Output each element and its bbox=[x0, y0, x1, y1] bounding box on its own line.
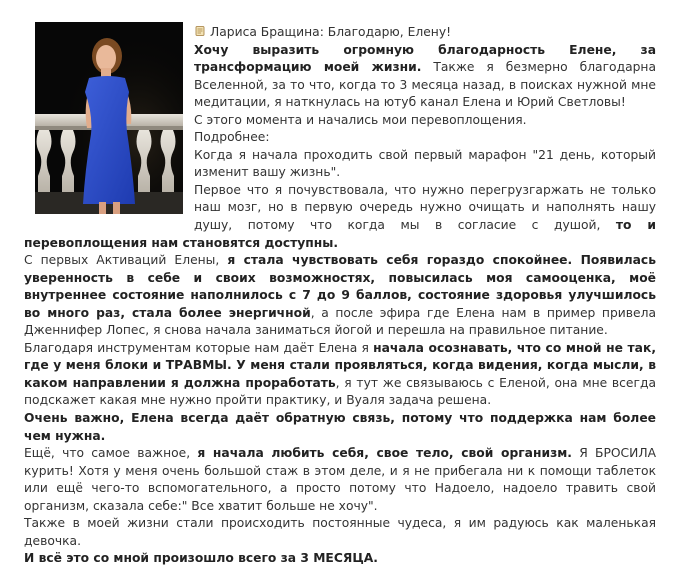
paragraph-10: Также в моей жизни стали происходить постоянные чудеса, я им радуюсь как маленькая девочка. bbox=[24, 516, 656, 548]
paragraph-6 bbox=[24, 252, 656, 340]
paragraph-11 bbox=[24, 550, 656, 568]
p1-text: Также я безмерно благодарна Вселенной, за то что, когда то 3 месяца назад, в поисках нужной мне медитации, я наткнулась на ютуб канал Елена и Юрий Светловы! bbox=[194, 60, 656, 110]
p6-text-1: С первых Активаций Елены, bbox=[24, 253, 228, 268]
p6-text-2: , а после эфира где Елена нам в пример привела Дженнифер Лопес, я снова начала заниматься йогой и перешла на правильное питание. bbox=[24, 305, 656, 338]
paragraph-7 bbox=[24, 340, 656, 410]
p1-bold: Хочу выразить огромную благодарность Елене, за трансформацию моей жизни. bbox=[194, 42, 656, 75]
p5-text: Первое что я почувствовала, что нужно перегрузгаржать не только наш мозг, но в первую очередь нужно очищать и наполнять нашу душу, потому что когда мы в согласие с душой, bbox=[194, 182, 656, 233]
p5-bold: то и перевоплощения нам становятся доступны. bbox=[24, 218, 656, 250]
p7-text-1: Благодаря инструментам которые нам даёт Елена я bbox=[24, 340, 374, 355]
p9-bold: я начала любить себя, свое тело, свой организм. bbox=[197, 446, 572, 461]
paragraph-2: С этого момента и начались мои перевоплощения. bbox=[194, 112, 527, 127]
paragraph-3: Подробнее: bbox=[194, 130, 270, 145]
p6-bold: я стала чувствовать себя гораздо спокойнее. Появилась уверенность в себе и своих возможностях, повысилась моя самооценка, моё внутреннее состояние наполнилось с 7 до 9 баллов, состояние здоровья улучшилось во много раз, стала более энергичной bbox=[24, 253, 656, 320]
paragraph-4: Когда я начала проходить свой первый марафон "21 день, который изменит вашу жизнь". bbox=[194, 147, 656, 180]
p7-text-2: , я тут же связываюсь с Еленой, она мне всегда подскажет какая мне нужно пройти практику, и Вуаля задача решена. bbox=[24, 375, 656, 408]
p11-bold: И всё это со мной произошло всего за 3 МЕСЯЦА. bbox=[24, 551, 378, 566]
p9-text-1: Ещё, что самое важное, bbox=[24, 446, 198, 461]
header-line: Лариса Бращина: Благодарю, Елену! bbox=[210, 25, 452, 39]
paragraph-9 bbox=[24, 445, 656, 515]
scroll-icon bbox=[194, 25, 206, 37]
p9-text-2: Я БРОСИЛА курить! Хотя у меня очень большой стаж в этом деле, и я не прибегала ни к помощи таблеток или ещё чего-то вспомогательного, а просто потому что Надоело, надоело травить свой организм, сказала себе:" Все хватит больше не хочу". bbox=[24, 446, 656, 513]
paragraph-8 bbox=[24, 410, 656, 445]
p7-bold: начала осознавать, что со мной не так, где у меня блоки и ТРАВМЫ. У меня стали проявляться, когда видения, когда мысли, в каком направлении я должна проработать bbox=[24, 340, 656, 390]
photo-spacer bbox=[24, 24, 194, 234]
p8-bold: Очень важно, Елена всегда даёт обратную связь, потому что поддержка нам более чем нужна. bbox=[24, 411, 656, 443]
testimonial-text bbox=[24, 24, 656, 568]
